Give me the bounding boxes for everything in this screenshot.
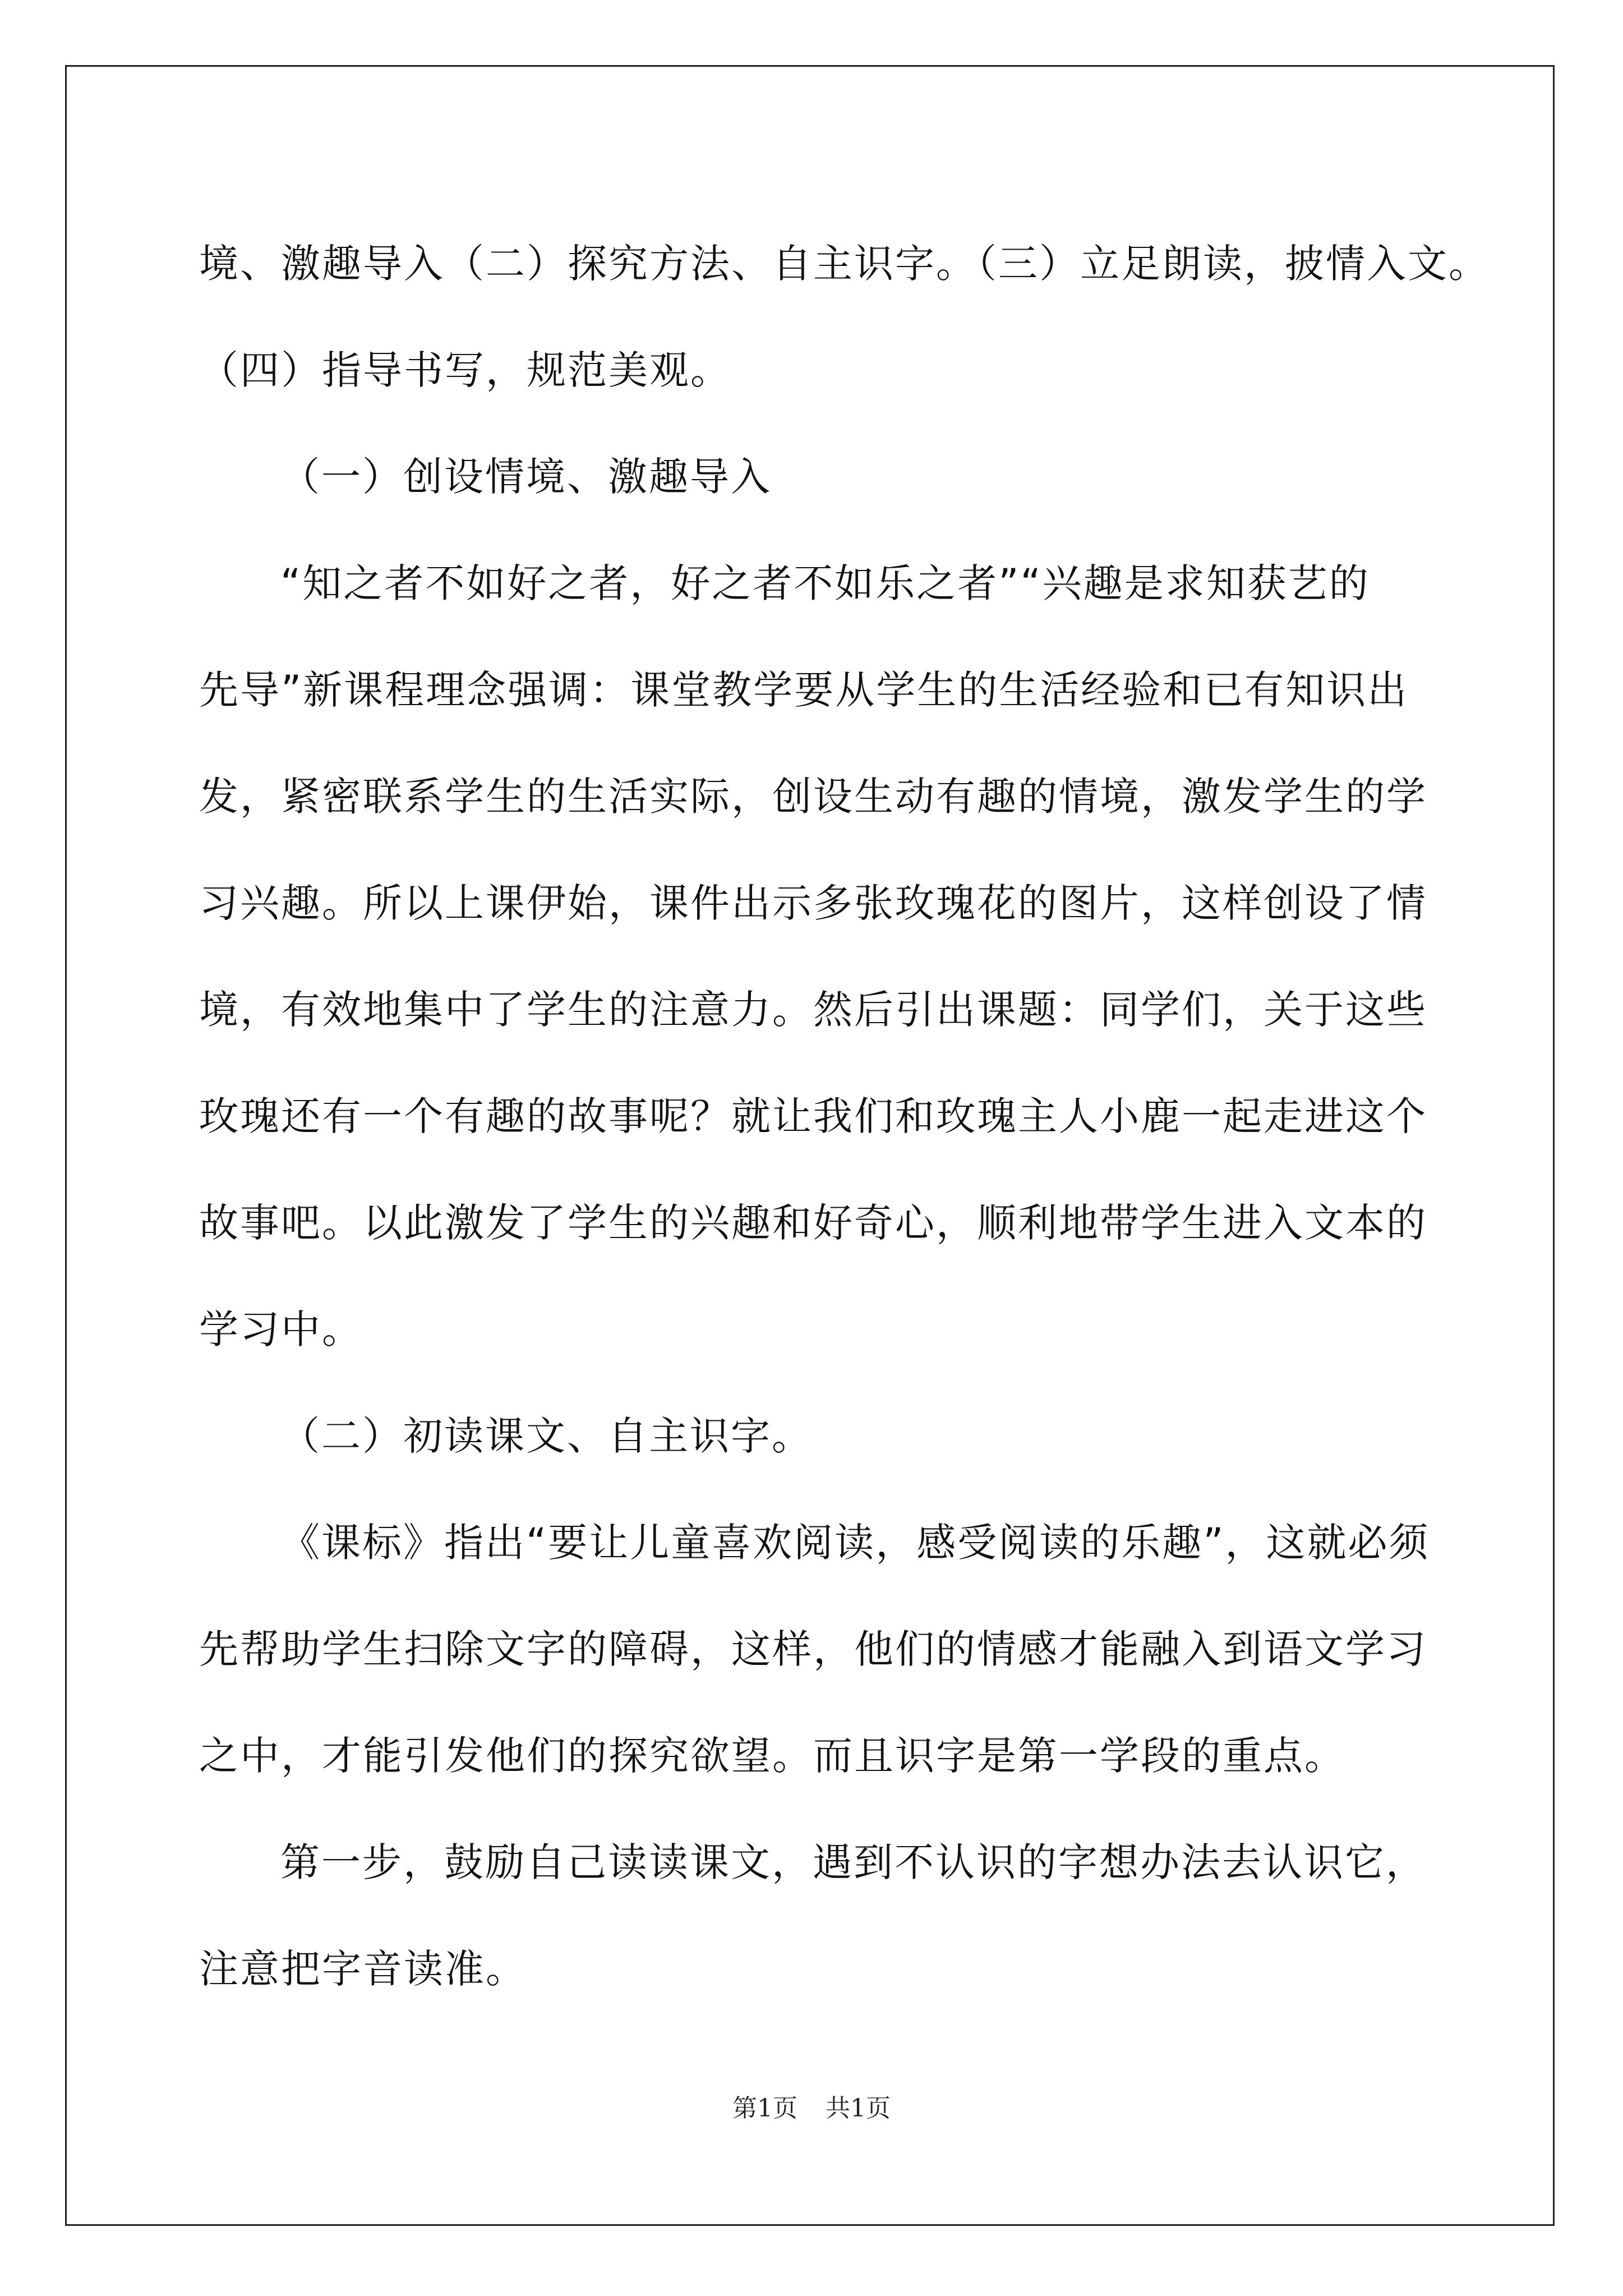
text-line: “知之者不如好之者，好之者不如乐之者”“兴趣是求知获艺的 — [280, 560, 1370, 606]
section-heading: （二）初读课文、自主识字。 — [280, 1413, 813, 1459]
text-line: 第一步，鼓励自己读读课文，遇到不认识的字想办法去认识它， — [280, 1839, 1427, 1885]
text-line: 境、激趣导入（二）探究方法、自主识字。（三）立足朗读，披情入文。 — [199, 241, 1490, 287]
text-line: 之中，才能引发他们的探究欲望。而且识字是第一学段的重点。 — [199, 1733, 1345, 1779]
text-line: 故事吧。以此激发了学生的兴趣和好奇心，顺利地带学生进入文本的 — [199, 1200, 1427, 1246]
text-line: 境，有效地集中了学生的注意力。然后引出课题：同学们，关于这些 — [199, 987, 1427, 1033]
text-line: 《课标》指出“要让儿童喜欢阅读，感受阅读的乐趣”，这就必须 — [280, 1520, 1430, 1566]
text-line: 先帮助学生扫除文字的障碍，这样，他们的情感才能融入到语文学习 — [199, 1626, 1427, 1672]
document-body — [199, 210, 1490, 2022]
page-total: 共1页 — [826, 2094, 891, 2123]
text-line: 习兴趣。所以上课伊始，课件出示多张玫瑰花的图片，这样创设了情 — [199, 880, 1427, 926]
text-line: 玫瑰还有一个有趣的故事呢？就让我们和玫瑰主人小鹿一起走进这个 — [199, 1093, 1427, 1139]
text-line: 学习中。 — [199, 1306, 363, 1352]
text-line: 发，紧密联系学生的生活实际，创设生动有趣的情境，激发学生的学 — [199, 774, 1427, 820]
text-line: （四）指导书写，规范美观。 — [199, 347, 731, 393]
text-line: 注意把字音读准。 — [199, 1946, 527, 1992]
page-number: 第1页 — [732, 2094, 797, 2123]
text-line: 先导”新课程理念强调：课堂教学要从学生的生活经验和已有知识出 — [199, 667, 1409, 713]
section-heading: （一）创设情境、激趣导入 — [280, 454, 772, 500]
page-footer — [0, 2088, 1623, 2124]
